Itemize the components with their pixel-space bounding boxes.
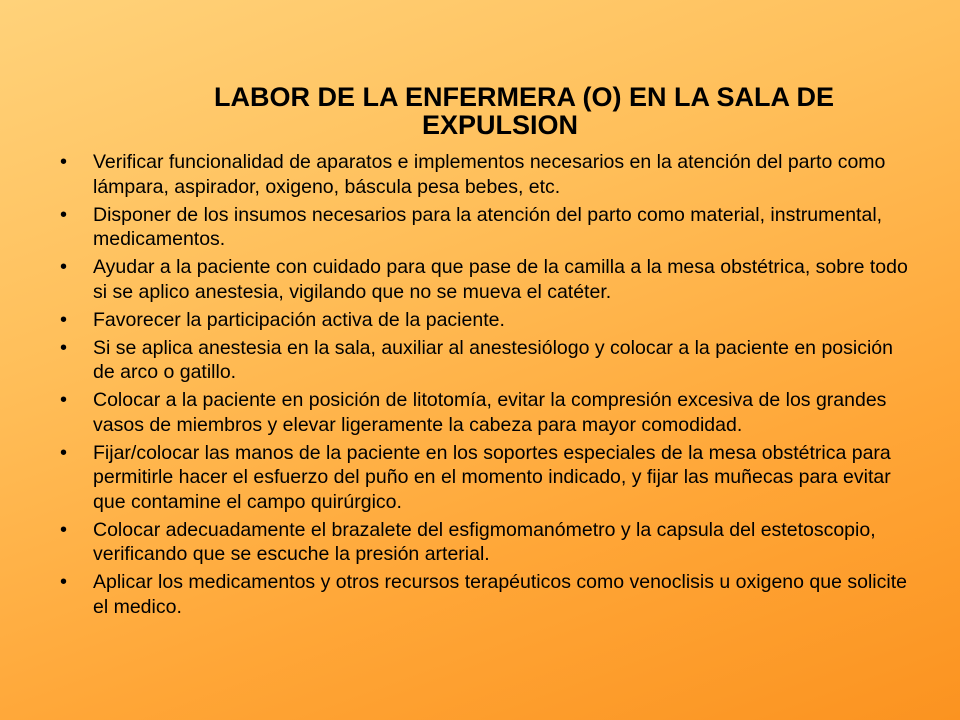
bullet-text: Favorecer la participación activa de la paciente.	[93, 308, 505, 331]
bullet-item	[60, 388, 910, 437]
bullet-item	[60, 255, 910, 304]
bullet-icon: •	[60, 336, 68, 359]
bullet-item	[60, 441, 910, 515]
bullet-item	[60, 336, 910, 385]
slide-title	[60, 83, 940, 139]
bullet-icon: •	[60, 571, 68, 593]
bullet-item	[60, 203, 910, 252]
bullet-icon: •	[60, 441, 68, 464]
bullet-icon: •	[60, 308, 68, 331]
bullet-item	[60, 570, 910, 619]
bullet-text: Verificar funcionalidad de aparatos e implementos necesarios en la atención del parto como lámpara, aspirador, oxigeno, báscula pesa bebes, etc.	[93, 151, 886, 198]
bullet-item	[60, 150, 910, 199]
bullet-icon: •	[60, 518, 68, 541]
bullet-text: Fijar/colocar las manos de la paciente en los soportes especiales de la mesa obstétrica para permitirle hacer el esfuerzo del puño en el momento indicado, y fijar las muñecas para evitar que contamine el campo quirúrgico.	[93, 441, 891, 513]
bullet-icon: •	[60, 256, 68, 278]
bullet-list	[60, 150, 910, 623]
slide-title-line-1: LABOR DE LA ENFERMERA (O) EN LA SALA DE	[214, 82, 834, 112]
bullet-text: Aplicar los medicamentos y otros recursos terapéuticos como venoclisis u oxigeno que solicite el medico.	[93, 571, 907, 618]
bullet-item	[60, 308, 910, 333]
bullet-icon: •	[60, 203, 68, 226]
slide-title-line-2: EXPULSION	[421, 110, 579, 140]
bullet-text: Ayudar a la paciente con cuidado para que pase de la camilla a la mesa obstétrica, sobre todo si se aplico anestesia, vigilando que no se mueva el catéter.	[93, 256, 908, 303]
bullet-icon: •	[60, 389, 68, 411]
bullet-item	[60, 518, 910, 567]
bullet-text: Disponer de los insumos necesarios para la atención del parto como material, instrumental, medicamentos.	[93, 203, 883, 250]
bullet-text: Colocar adecuadamente el brazalete del esfigmomanómetro y la capsula del estetoscopio, verificando que se escuche la presión arterial.	[93, 518, 876, 565]
bullet-text: Colocar a la paciente en posición de litotomía, evitar la compresión excesiva de los grandes vasos de miembros y elevar ligeramente la cabeza para mayor comodidad.	[93, 389, 887, 436]
bullet-text: Si se aplica anestesia en la sala, auxiliar al anestesiólogo y colocar a la paciente en posición de arco o gatillo.	[93, 336, 893, 383]
bullet-icon: •	[60, 151, 68, 173]
